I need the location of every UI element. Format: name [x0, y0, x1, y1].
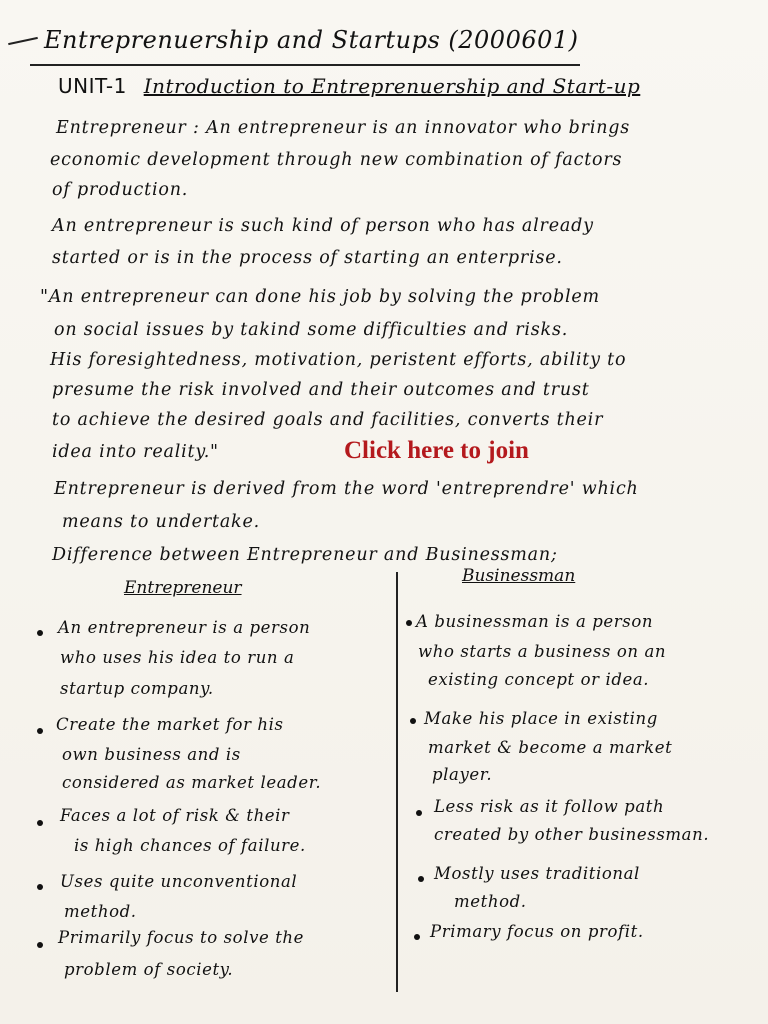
bullet-dot [37, 820, 43, 826]
right-item-line: Less risk as it follow path [434, 797, 665, 816]
unit-heading [58, 74, 640, 98]
bullet-dot [37, 630, 43, 636]
bullet-dot [37, 884, 43, 890]
left-item-line: Create the market for his [56, 715, 284, 734]
left-item-line: An entrepreneur is a person [58, 618, 311, 637]
quote-line: idea into reality." [52, 442, 219, 462]
right-item-line: Mostly uses traditional [434, 864, 640, 883]
right-item-line: existing concept or idea. [428, 670, 650, 689]
bullet-dot [410, 718, 416, 724]
definition-line: economic development through new combination of factors [50, 150, 623, 170]
pen-mark [8, 37, 38, 45]
entrepreneur-column-heading: Entrepreneur [124, 578, 242, 598]
definition-line: of production. [52, 180, 189, 200]
right-item-line: created by other businessman. [434, 825, 710, 844]
right-item-line: Make his place in existing [424, 709, 658, 728]
left-item-line: Faces a lot of risk & their [60, 806, 290, 825]
left-item-line: method. [64, 902, 137, 921]
column-divider [396, 572, 398, 992]
left-item-line: is high chances of failure. [74, 836, 306, 855]
quote-line: presume the risk involved and their outcomes and trust [52, 380, 590, 400]
paragraph-line: An entrepreneur is such kind of person who has already [52, 216, 594, 236]
right-item-line: market & become a market [428, 738, 673, 757]
left-item-line: startup company. [60, 679, 214, 698]
unit-number: UNIT-1 [58, 74, 127, 98]
bullet-dot [418, 876, 424, 882]
paragraph-line: Entrepreneur is derived from the word 'entreprendre' which [54, 479, 639, 499]
bullet-dot [416, 810, 422, 816]
left-item-line: problem of society. [64, 960, 234, 979]
join-link[interactable]: Click here to join [344, 437, 529, 464]
left-item-line: who uses his idea to run a [60, 648, 295, 667]
unit-title: Introduction to Entreprenuership and Start-up [143, 74, 641, 98]
bullet-dot [406, 620, 412, 626]
definition-line: Entrepreneur : An entrepreneur is an innovator who brings [56, 118, 631, 138]
paragraph-line: means to undertake. [62, 512, 260, 532]
right-item-line: who starts a business on an [418, 642, 667, 661]
businessman-column-heading: Businessman [462, 566, 576, 586]
quote-line: "An entrepreneur can done his job by solving the problem [40, 287, 600, 307]
bullet-dot [37, 728, 43, 734]
left-item-line: Primarily focus to solve the [58, 928, 305, 947]
left-item-line: Uses quite unconventional [60, 872, 298, 891]
bullet-dot [37, 942, 43, 948]
left-item-line: own business and is [62, 745, 241, 764]
left-item-line: considered as market leader. [62, 773, 322, 792]
difference-heading: Difference between Entrepreneur and Businessman; [52, 545, 558, 565]
title-underline [30, 64, 580, 66]
right-item-line: A businessman is a person [416, 612, 654, 631]
bullet-dot [414, 934, 420, 940]
paragraph-line: started or is in the process of starting an enterprise. [52, 248, 563, 268]
quote-line: to achieve the desired goals and facilities, converts their [52, 410, 604, 430]
right-item-line: Primary focus on profit. [430, 922, 644, 941]
right-item-line: player. [432, 765, 493, 784]
right-item-line: method. [454, 892, 527, 911]
quote-line: on social issues by takind some difficulties and risks. [54, 320, 569, 340]
page-title: Entreprenuership and Startups (2000601) [44, 26, 579, 54]
quote-line: His foresightedness, motivation, peristent efforts, ability to [50, 350, 627, 370]
